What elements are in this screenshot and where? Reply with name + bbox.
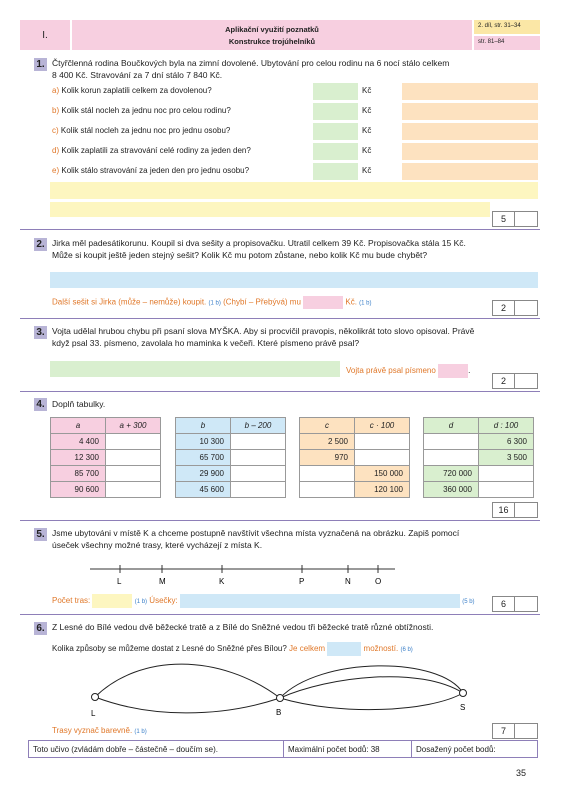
task-1-text <box>52 57 542 81</box>
table-row <box>424 466 534 482</box>
task-3-points-box <box>492 373 538 389</box>
task-1-answer-field[interactable] <box>313 163 358 180</box>
table-cell[interactable] <box>355 434 410 450</box>
task-6-answer-field[interactable] <box>327 642 361 656</box>
task-1-number: 1. <box>34 58 47 71</box>
task-6-question <box>52 642 413 656</box>
separator <box>20 229 540 230</box>
task-2-text-line-2: Může si koupit ještě jeden stejný sešit? Kolik Kč mu potom zůstane, nebo kolik Kč mu bude chybět? <box>52 250 428 260</box>
task-1-work-area-2[interactable] <box>50 202 490 217</box>
task-1-work-area-1[interactable] <box>50 182 538 199</box>
question-text: Kolik zaplatili za stravování celé rodiny za jeden den? <box>61 146 251 155</box>
table-row <box>300 450 410 466</box>
task-5-segments-field[interactable] <box>180 594 460 608</box>
task-2-pts-a: (1 b) <box>208 300 221 307</box>
task-2-answer-a: Další sešit si Jirka (může – nemůže) koupit. <box>52 297 207 307</box>
separator <box>20 520 540 521</box>
question-letter: a) <box>52 86 60 95</box>
task-5-count-pts: (1 b) <box>134 599 148 606</box>
footer-table <box>28 740 538 758</box>
task-1-work-field[interactable] <box>402 163 538 180</box>
table-cell: 360 000 <box>424 482 479 498</box>
table-cell: 720 000 <box>424 466 479 482</box>
task-6-pts: (6 b) <box>400 647 413 654</box>
task-6-points: 7 <box>493 724 515 738</box>
tick-label: N <box>345 577 351 586</box>
node-l <box>92 694 99 701</box>
task-1-text-line-2: 8 400 Kč. Stravování za 7 dní stálo 7 840 Kč. <box>52 70 223 80</box>
table-row <box>424 450 534 466</box>
chapter-number: I. <box>20 20 70 50</box>
task-3-dot: . <box>468 366 471 376</box>
task-1-unit: Kč <box>362 126 372 135</box>
table-cell: 120 100 <box>355 482 410 498</box>
task-3-text-line-2: když psal 33. písmeno, zavolala ho maminka k večeři. Které písmeno právě psal? <box>52 338 360 348</box>
title-line-1: Aplikační využití poznatků <box>225 25 319 34</box>
task-5-text <box>52 527 542 551</box>
table-cell: 150 000 <box>355 466 410 482</box>
task-4-text: Doplň tabulky. <box>52 399 106 409</box>
task-5-segments-pts: (5 b) <box>462 599 475 606</box>
task-1-work-field[interactable] <box>402 103 538 120</box>
table-row <box>51 482 161 498</box>
table-row <box>300 482 410 498</box>
task-1-answer-field[interactable] <box>313 83 358 100</box>
task-4-number: 4. <box>34 398 47 411</box>
table-header: a <box>51 418 106 434</box>
task-2-answer-field[interactable] <box>303 296 343 309</box>
table-row <box>424 434 534 450</box>
table-cell: 85 700 <box>51 466 106 482</box>
number-line <box>90 560 400 590</box>
table-cell[interactable] <box>231 434 286 450</box>
table-cell[interactable] <box>479 482 534 498</box>
task-2-text <box>52 237 542 261</box>
question-letter: c) <box>52 126 59 135</box>
trail-bs-lower <box>280 693 466 712</box>
task-2-unit: Kč. <box>345 297 357 307</box>
table-header: c <box>300 418 355 434</box>
task-6-text-line-1: Z Lesné do Bílé vedou dvě běžecké tratě a z Bílé do Sněžné vedou tři běžecké tratě různé obtížnosti. <box>52 622 434 632</box>
table-cell: 3 500 <box>479 450 534 466</box>
task-1-answer-field[interactable] <box>313 123 358 140</box>
table-cell[interactable] <box>231 482 286 498</box>
task-2-points-box <box>492 300 538 316</box>
task-5-text-line-1: Jsme ubytováni v místě K a chceme postupně navštívit všechna místa vyznačená na obrázku. Zapiš pomocí <box>52 528 460 538</box>
question-text: Kolik stálo stravování za jeden den pro jednu osobu? <box>61 166 250 175</box>
table-cell[interactable] <box>479 466 534 482</box>
table-header: c · 100 <box>355 418 410 434</box>
table-cell[interactable] <box>231 466 286 482</box>
task-6-number: 6. <box>34 622 47 635</box>
task-5-text-line-2: úseček všechny možné trasy, které vycházejí z místa K. <box>52 540 263 550</box>
task-1-question <box>52 126 230 135</box>
task-5-answer <box>52 594 475 608</box>
table-header: d <box>424 418 479 434</box>
separator <box>20 318 540 319</box>
task-1-unit: Kč <box>362 86 372 95</box>
table-cell: 90 600 <box>51 482 106 498</box>
table-row <box>176 466 286 482</box>
task-2-text-line-1: Jirka měl padesátikorunu. Koupil si dva sešity a propisovačku. Utratil celkem 39 Kč. Propisovačka stála 15 Kč. <box>52 238 466 248</box>
task-2-answer <box>52 296 372 309</box>
title-line-2: Konstrukce trojúhelníků <box>228 37 316 46</box>
table-header: b – 200 <box>231 418 286 434</box>
table-cell[interactable] <box>106 466 161 482</box>
table-row <box>51 434 161 450</box>
trail-lb-lower <box>95 697 280 713</box>
task-5-number: 5. <box>34 528 47 541</box>
trail-diagram <box>80 658 480 718</box>
node-s-label: S <box>460 703 466 712</box>
table-header: a + 300 <box>106 418 161 434</box>
task-1-points: 5 <box>493 212 515 226</box>
task-5-points-box <box>492 596 538 612</box>
footer-achieved-points: Dosažený počet bodů: <box>416 744 496 754</box>
table-cell: 4 400 <box>51 434 106 450</box>
page-number: 35 <box>516 768 527 778</box>
reference-1: 2. díl, str. 31–34 <box>474 20 540 34</box>
table-cell[interactable] <box>231 450 286 466</box>
task-4-points-box <box>492 502 538 518</box>
table-row <box>176 450 286 466</box>
task-1-question <box>52 86 212 95</box>
table-cell[interactable] <box>300 482 355 498</box>
task-2-number: 2. <box>34 238 47 251</box>
footer-max-points: Maximální počet bodů: 38 <box>284 741 412 757</box>
question-letter: b) <box>52 106 60 115</box>
number-line-ticks <box>117 565 381 586</box>
tick-label: O <box>375 577 382 586</box>
task-1-question <box>52 166 249 175</box>
table-row <box>51 466 161 482</box>
task-3-work-area[interactable] <box>50 361 340 377</box>
table-cell[interactable] <box>106 482 161 498</box>
task-1-question <box>52 146 251 155</box>
node-b <box>277 695 284 702</box>
task-3-number: 3. <box>34 326 47 339</box>
separator <box>20 391 540 392</box>
tick-label: L <box>117 577 122 586</box>
task-3-text-line-1: Vojta udělal hrubou chybu při psaní slova MYŠKA. Aby si procvičil pravopis, několikrát toto slovo opisoval. Právě <box>52 326 475 336</box>
task-2-points: 2 <box>493 301 515 315</box>
page-title <box>72 20 472 50</box>
task-3-answer-text: Vojta právě psal písmeno <box>346 366 436 376</box>
task-3-answer-field[interactable] <box>438 364 471 378</box>
task-1-answer-field[interactable] <box>313 103 358 120</box>
task-1-question <box>52 106 231 115</box>
table-cell: 45 600 <box>176 482 231 498</box>
task-6-trail-pts: (1 b) <box>134 729 147 735</box>
table-header: b <box>176 418 231 434</box>
table-row <box>176 482 286 498</box>
node-s <box>460 690 467 697</box>
task-2-answer-b: (Chybí – Přebývá) mu <box>223 297 301 307</box>
reference-2: str. 81–84 <box>474 36 540 50</box>
task-6-text-line-2: Kolika způsoby se můžeme dostat z Lesné do Sněžné přes Bílou? <box>52 644 287 654</box>
table-cell[interactable] <box>424 434 479 450</box>
question-text: Kolik korun zaplatili celkem za dovolenou? <box>61 86 212 95</box>
task-3-points: 2 <box>493 374 515 388</box>
table-row <box>300 434 410 450</box>
task-1-answer-field[interactable] <box>313 143 358 160</box>
task-6-answer-unit: možností. <box>363 644 399 654</box>
task-1-unit: Kč <box>362 106 372 115</box>
task-3-text <box>52 325 542 349</box>
node-b-label: B <box>276 708 282 717</box>
task-6-trail-note <box>52 726 147 735</box>
table-cell[interactable] <box>106 434 161 450</box>
table-cell: 10 300 <box>176 434 231 450</box>
table-cell[interactable] <box>300 466 355 482</box>
task-1-work-field[interactable] <box>402 123 538 140</box>
table-cell: 12 300 <box>51 450 106 466</box>
table-row <box>51 450 161 466</box>
value-table <box>175 417 286 498</box>
table-header: d : 100 <box>479 418 534 434</box>
table-row <box>424 482 534 498</box>
task-6-answer-text: Je celkem <box>289 644 326 654</box>
task-6-points-box <box>492 723 538 739</box>
task-2-pts-b: (1 b) <box>359 300 372 307</box>
task-6-trail-text: Trasy vyznač barevně. <box>52 726 133 735</box>
table-cell: 6 300 <box>479 434 534 450</box>
table-cell[interactable] <box>424 450 479 466</box>
task-1-points-box <box>492 211 538 227</box>
task-5-count-field[interactable] <box>92 594 132 608</box>
task-4-points: 16 <box>493 503 515 517</box>
table-cell: 2 500 <box>300 434 355 450</box>
node-l-label: L <box>91 709 96 718</box>
table-cell: 65 700 <box>176 450 231 466</box>
table-cell[interactable] <box>106 450 161 466</box>
task-2-work-area[interactable] <box>50 272 538 288</box>
footer-self-assessment: Toto učivo (zvládám dobře – částečně – doučím se). <box>29 741 284 757</box>
tick-label: K <box>219 577 225 586</box>
tick-label: M <box>159 577 166 586</box>
separator <box>20 614 540 615</box>
table-row <box>176 434 286 450</box>
task-5-count-label: Počet tras: <box>52 596 91 606</box>
table-cell[interactable] <box>355 450 410 466</box>
question-letter: d) <box>52 146 60 155</box>
task-1-unit: Kč <box>362 166 372 175</box>
task-1-work-field[interactable] <box>402 83 538 100</box>
task-3-answer <box>346 364 470 378</box>
question-text: Kolik stál nocleh za jednu noc pro jednu osobu? <box>60 126 231 135</box>
table-cell: 29 900 <box>176 466 231 482</box>
question-text: Kolik stál nocleh za jednu noc pro celou rodinu? <box>61 106 231 115</box>
tick-label: P <box>299 577 305 586</box>
table-row <box>300 466 410 482</box>
value-table <box>299 417 410 498</box>
task-5-points: 6 <box>493 597 515 611</box>
value-table <box>423 417 534 498</box>
task-1-unit: Kč <box>362 146 372 155</box>
trail-lb-upper <box>95 664 280 698</box>
value-table <box>50 417 161 498</box>
table-cell: 970 <box>300 450 355 466</box>
task-1-text-line-1: Čtyřčlenná rodina Boučkových byla na zimní dovolené. Ubytování pro celou rodinu na 6 nocí stálo celkem <box>52 58 450 68</box>
task-5-segments-label: Úsečky: <box>149 596 178 606</box>
question-letter: e) <box>52 166 60 175</box>
task-1-work-field[interactable] <box>402 143 538 160</box>
